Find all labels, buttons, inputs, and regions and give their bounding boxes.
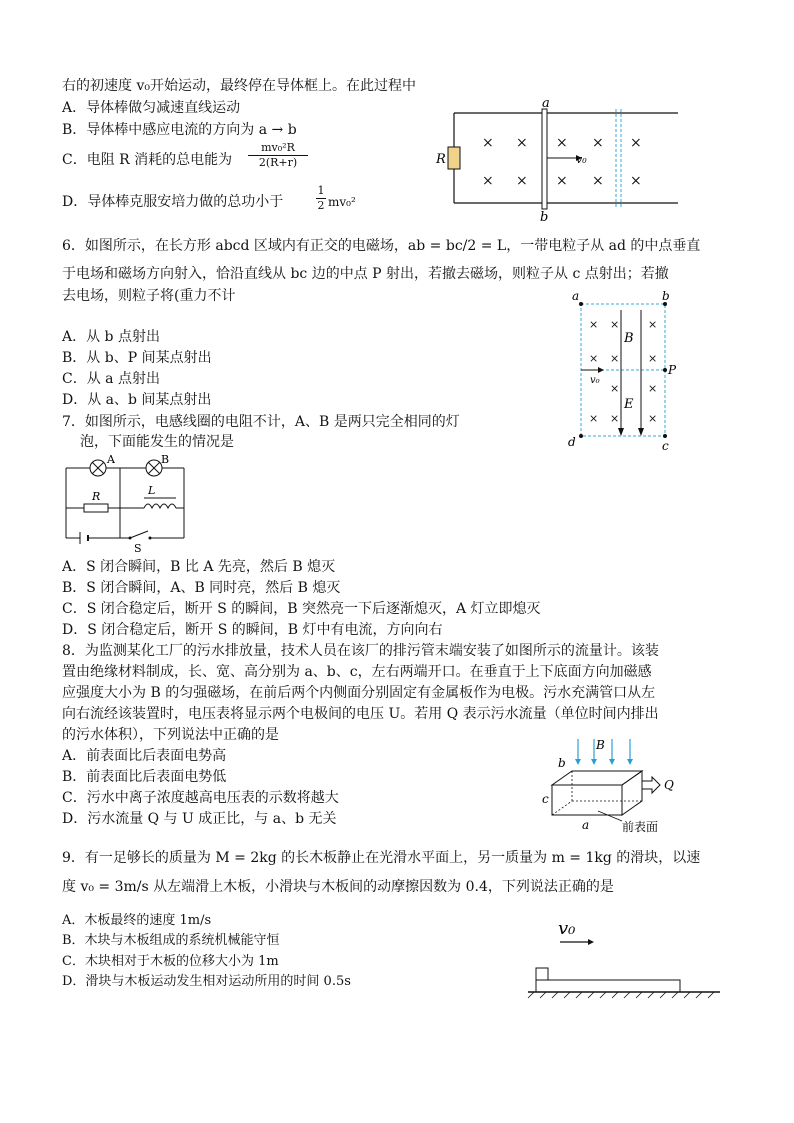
cross-mark: × [610,352,620,365]
inductor-l [144,504,176,508]
q9-option-c: C．木块相对于木板的位移大小为 1m [62,954,279,969]
cross-mark: × [556,135,568,151]
q7-circuit-figure [60,452,200,554]
cross-mark: × [592,135,604,151]
q8-line-2: 置由绝缘材料制成，长、宽、高分别为 a、b、c，左右两端开口。在垂直于上下底面方向加磁感 [62,664,652,680]
cross-mark: × [648,382,658,395]
cross-mark: × [589,318,599,331]
q6-line-1: 6．如图所示，在长方形 abcd 区域内有正交的电磁场，ab = bc/2 = L，一带电粒子从 ad 的中点垂直 [62,238,701,254]
q9-option-a: A．木板最终的速度 1m/s [62,913,212,928]
q6-line-3: 去电场，则粒子将(重力不计 [62,288,236,304]
label-s: S [134,542,142,554]
cross-mark: × [516,173,528,189]
label-b-width: b [558,756,566,770]
field-arrowhead [638,428,644,436]
label-c: c [662,439,669,452]
q5-option-d: D．导体棒克服安培力做的总功小于 [62,194,284,210]
label-b-field: B [624,331,634,346]
label-front-surface: 前表面 [622,820,659,834]
field-arrowhead [618,428,624,436]
q8-line-3: 应强度大小为 B 的匀强磁场，在前后两个内侧面分别固定有金属板作为电极。污水充满管口从左 [62,685,656,701]
cross-mark: × [648,352,658,365]
q8-option-b: B．前表面比后表面电势低 [62,769,227,785]
cross-mark: × [648,412,658,425]
q6-option-b: B．从 b、P 间某点射出 [62,350,212,366]
label-r: R [436,152,446,167]
cross-mark: × [516,135,528,151]
label-b: B [596,738,605,752]
label-v0: v₀ [576,153,587,166]
cross-mark: × [589,412,599,425]
resistor-r [448,147,460,169]
small-block [536,968,548,980]
q8-line-5: 的污水体积），下列说法中正确的是 [62,727,279,743]
q9-line-2: 度 v₀ = 3m/s 从左端滑上木板，小滑块与木板间的动摩擦因数为 0.4，下列说法正确的是 [62,879,614,895]
corner-point [579,302,583,306]
conductor-rod [542,109,547,209]
q9-board-figure [524,912,724,1004]
fraction-numerator: 1 [317,184,325,197]
q7-line-1: 7．如图所示，电感线圈的电阻不计，A、B 是两只完全相同的灯 [62,414,460,430]
cross-mark: × [630,173,642,189]
q7-option-b: B．S 闭合瞬间，A、B 同时亮，然后 B 熄灭 [62,580,341,596]
q8-option-d: D．污水流量 Q 与 U 成正比，与 a、b 无关 [62,811,337,827]
q8-flowmeter-figure [538,733,698,835]
label-c-height: c [542,792,549,806]
velocity-arrowhead [588,939,594,945]
cross-mark: × [589,352,599,365]
q5-stem: 右的初速度 v₀开始运动，最终停在导体框上。在此过程中 [62,78,416,94]
field-arrowhead [609,759,615,765]
label-v0: v₀ [558,918,576,939]
q5-option-c: C．电阻 R 消耗的总电能为 [62,152,233,168]
box-shape [552,771,642,815]
cross-mark: × [630,135,642,151]
field-arrowhead [591,759,597,765]
corner-point [663,434,667,438]
label-d: d [568,435,576,449]
lamp-b [146,460,162,476]
q6-option-c: C．从 a 点射出 [62,371,160,387]
q5-option-a: A．导体棒做匀减速直线运动 [62,100,241,116]
label-b: b [662,289,670,303]
q5-option-b: B．导体棒中感应电流的方向为 a → b [62,122,297,138]
field-arrowhead [575,759,581,765]
q6-line-2: 于电场和磁场方向射入，恰沿直线从 bc 边的中点 P 射出，若撤去磁场，则粒子从 c 点射出；若撤 [62,266,669,282]
q7-line-2: 泡，下面能发生的情况是 [80,434,234,450]
corner-point [579,434,583,438]
lamp-a [90,460,106,476]
label-p: P [668,363,677,377]
field-arrowhead [627,759,633,765]
q8-option-c: C．污水中离子浓度越高电压表的示数将越大 [62,790,339,806]
q7-option-d: D．S 闭合稳定后，断开 S 的瞬间，B 灯中有电流，方向向右 [62,622,443,638]
q6-option-a: A．从 b 点射出 [62,329,160,345]
long-board [536,980,680,992]
label-a: a [572,289,580,303]
label-lamp-a: A [107,453,115,466]
q8-option-a: A．前表面比后表面电势高 [62,748,227,764]
resistor-r [84,504,108,512]
q6-field-figure [562,286,692,452]
label-a-length: a [582,818,590,832]
q5-option-c-fraction [248,141,308,170]
q8-line-1: 8．为监测某化工厂的污水排放量，技术人员在该厂的排污管末端安装了如图所示的流量计。该装 [62,643,659,659]
q5-option-d-tail: mv₀² [328,195,356,209]
velocity-arrowhead [598,367,604,373]
label-q: Q [664,778,674,792]
cross-mark: × [592,173,604,189]
cross-mark: × [610,318,620,331]
q6-option-d: D．从 a、b 间某点射出 [62,392,212,408]
q9-option-b: B．木块与木板组成的系统机械能守恒 [62,933,280,948]
cross-mark: × [648,318,658,331]
q7-option-c: C．S 闭合稳定后，断开 S 的瞬间，B 突然亮一下后逐渐熄灭，A 灯立即熄灭 [62,601,541,617]
cross-mark: × [610,412,620,425]
fraction-denominator: 2(R+r) [258,156,298,169]
flow-arrow [642,777,660,793]
point-p [663,368,667,372]
q7-option-a: A．S 闭合瞬间，B 比 A 先亮，然后 B 熄灭 [62,559,336,575]
cross-mark: × [482,173,494,189]
switch-s [130,531,148,538]
q9-option-d: D．滑块与木板运动发生相对运动所用的时间 0.5s [62,974,351,989]
q9-line-1: 9．有一足够长的质量为 M = 2kg 的长木板静止在光滑水平面上，另一质量为 m = 1kg 的滑块，以速 [62,850,701,866]
fraction-numerator: mv₀²R [248,141,308,156]
label-v0: v₀ [590,375,600,386]
q5-rail-figure [430,95,690,225]
label-b: b [540,210,549,225]
q8-line-4: 向右流经该装置时，电压表将显示两个电极间的电压 U。若用 Q 表示污水流量（单位时间内排出 [62,706,659,722]
label-a: a [542,96,550,111]
fraction-denominator: 2 [317,199,325,212]
cross-mark: × [610,382,620,395]
cross-mark: × [556,173,568,189]
q5-option-d-fraction [316,184,326,213]
ground-hatch [528,992,714,998]
label-l: L [148,484,156,497]
label-r: R [92,490,101,503]
label-e-field: E [624,397,634,412]
cross-mark: × [482,135,494,151]
label-lamp-b: B [161,453,170,466]
